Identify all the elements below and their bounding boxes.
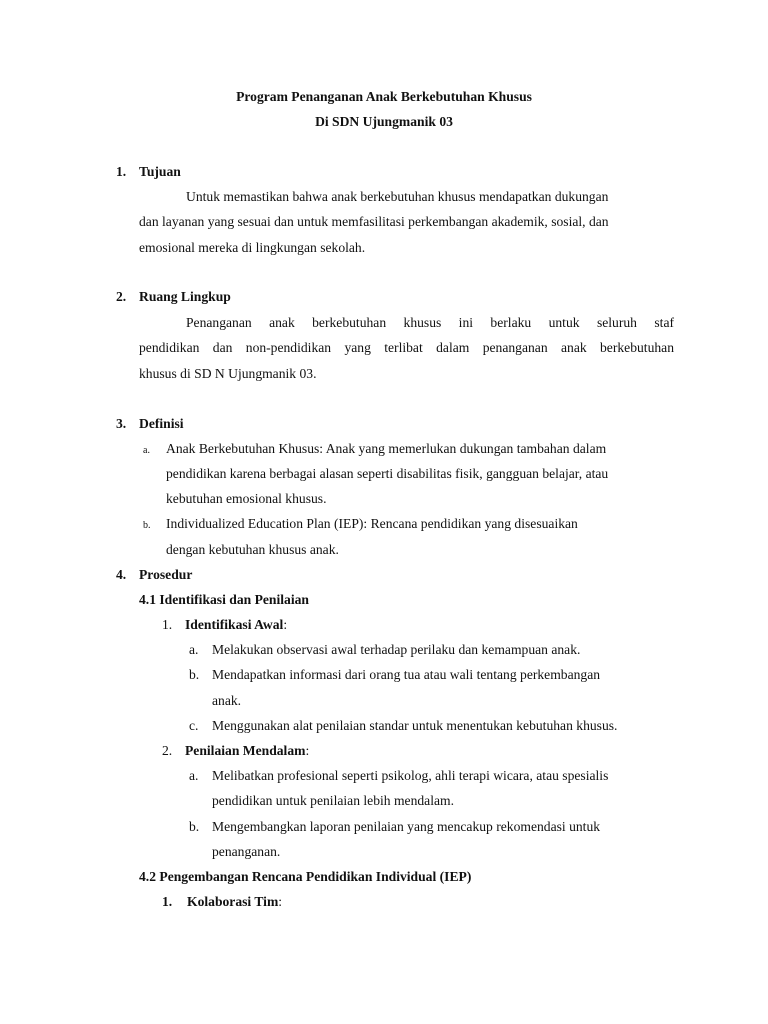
procedure-1-label: Identifikasi Awal <box>185 617 284 632</box>
section-4-number: 4. <box>116 567 127 582</box>
procedure-4-2-1-number: 1. <box>162 894 173 909</box>
procedure-4-2-1-label: Kolaborasi Tim <box>187 894 279 909</box>
section-1-paragraph-line: emosional mereka di lingkungan sekolah. <box>139 240 366 255</box>
definition-a-marker: a. <box>143 445 150 456</box>
procedure-2a-marker: a. <box>189 768 199 783</box>
section-2-number: 2. <box>116 289 127 304</box>
doc-title-line1: Program Penanganan Anak Berkebutuhan Khusus <box>236 89 532 104</box>
section-1-paragraph-line: dan layanan yang sesuai dan untuk memfasilitasi perkembangan akademik, sosial, dan <box>139 214 609 229</box>
definition-a-line: pendidikan karena berbagai alasan seperti disabilitas fisik, gangguan belajar, atau <box>166 466 609 481</box>
definition-b-line: dengan kebutuhan khusus anak. <box>166 542 339 557</box>
subsection-4-1-heading: 4.1 Identifikasi dan Penilaian <box>139 592 309 607</box>
procedure-1-number: 1. <box>162 617 173 632</box>
procedure-2a-line: pendidikan untuk penilaian lebih mendalam. <box>212 793 454 808</box>
procedure-1b-line: anak. <box>212 693 242 708</box>
procedure-2-label: Penilaian Mendalam <box>185 743 306 758</box>
procedure-4-2-1-label-row <box>187 894 282 910</box>
procedure-4-2-1-colon: : <box>278 894 283 909</box>
section-2-paragraph-line: Penanganan anak berkebutuhan khusus ini berlaku untuk seluruh staf <box>186 315 674 330</box>
procedure-1b-marker: b. <box>189 667 200 682</box>
procedure-2-number: 2. <box>162 743 173 758</box>
procedure-2-label-row <box>185 743 309 759</box>
section-3-heading: Definisi <box>139 416 184 431</box>
procedure-2-colon: : <box>305 743 310 758</box>
procedure-2b-line: penanganan. <box>212 844 281 859</box>
definition-a-line: Anak Berkebutuhan Khusus: Anak yang memerlukan dukungan tambahan dalam <box>166 441 607 456</box>
section-4-heading: Prosedur <box>139 567 193 582</box>
definition-a-line: kebutuhan emosional khusus. <box>166 491 327 506</box>
section-3-number: 3. <box>116 416 127 431</box>
subsection-4-2-heading: 4.2 Pengembangan Rencana Pendidikan Individual (IEP) <box>139 869 472 884</box>
procedure-2b-marker: b. <box>189 819 200 834</box>
definition-b-marker: b. <box>143 520 151 531</box>
section-2-paragraph-line: khusus di SD N Ujungmanik 03. <box>139 366 317 381</box>
definition-b-line: Individualized Education Plan (IEP): Rencana pendidikan yang disesuaikan <box>166 516 578 531</box>
section-1-number: 1. <box>116 164 127 179</box>
section-2-paragraph-line: pendidikan dan non-pendidikan yang terlibat dalam penanganan anak berkebutuhan <box>139 340 674 355</box>
section-1-paragraph-line: Untuk memastikan bahwa anak berkebutuhan khusus mendapatkan dukungan <box>186 189 609 204</box>
procedure-1a-line: Melakukan observasi awal terhadap perilaku dan kemampuan anak. <box>212 642 581 657</box>
doc-title-line2: Di SDN Ujungmanik 03 <box>315 114 453 129</box>
section-1-heading: Tujuan <box>139 164 181 179</box>
procedure-1c-marker: c. <box>189 718 199 733</box>
procedure-1c-line: Menggunakan alat penilaian standar untuk menentukan kebutuhan khusus. <box>212 718 618 733</box>
procedure-1-colon: : <box>283 617 288 632</box>
procedure-2b-line: Mengembangkan laporan penilaian yang mencakup rekomendasi untuk <box>212 819 601 834</box>
procedure-2a-line: Melibatkan profesional seperti psikolog, ahli terapi wicara, atau spesialis <box>212 768 609 783</box>
procedure-1b-line: Mendapatkan informasi dari orang tua atau wali tentang perkembangan <box>212 667 601 682</box>
procedure-1a-marker: a. <box>189 642 199 657</box>
section-2-heading: Ruang Lingkup <box>139 289 231 304</box>
procedure-1-label-row <box>185 617 287 633</box>
